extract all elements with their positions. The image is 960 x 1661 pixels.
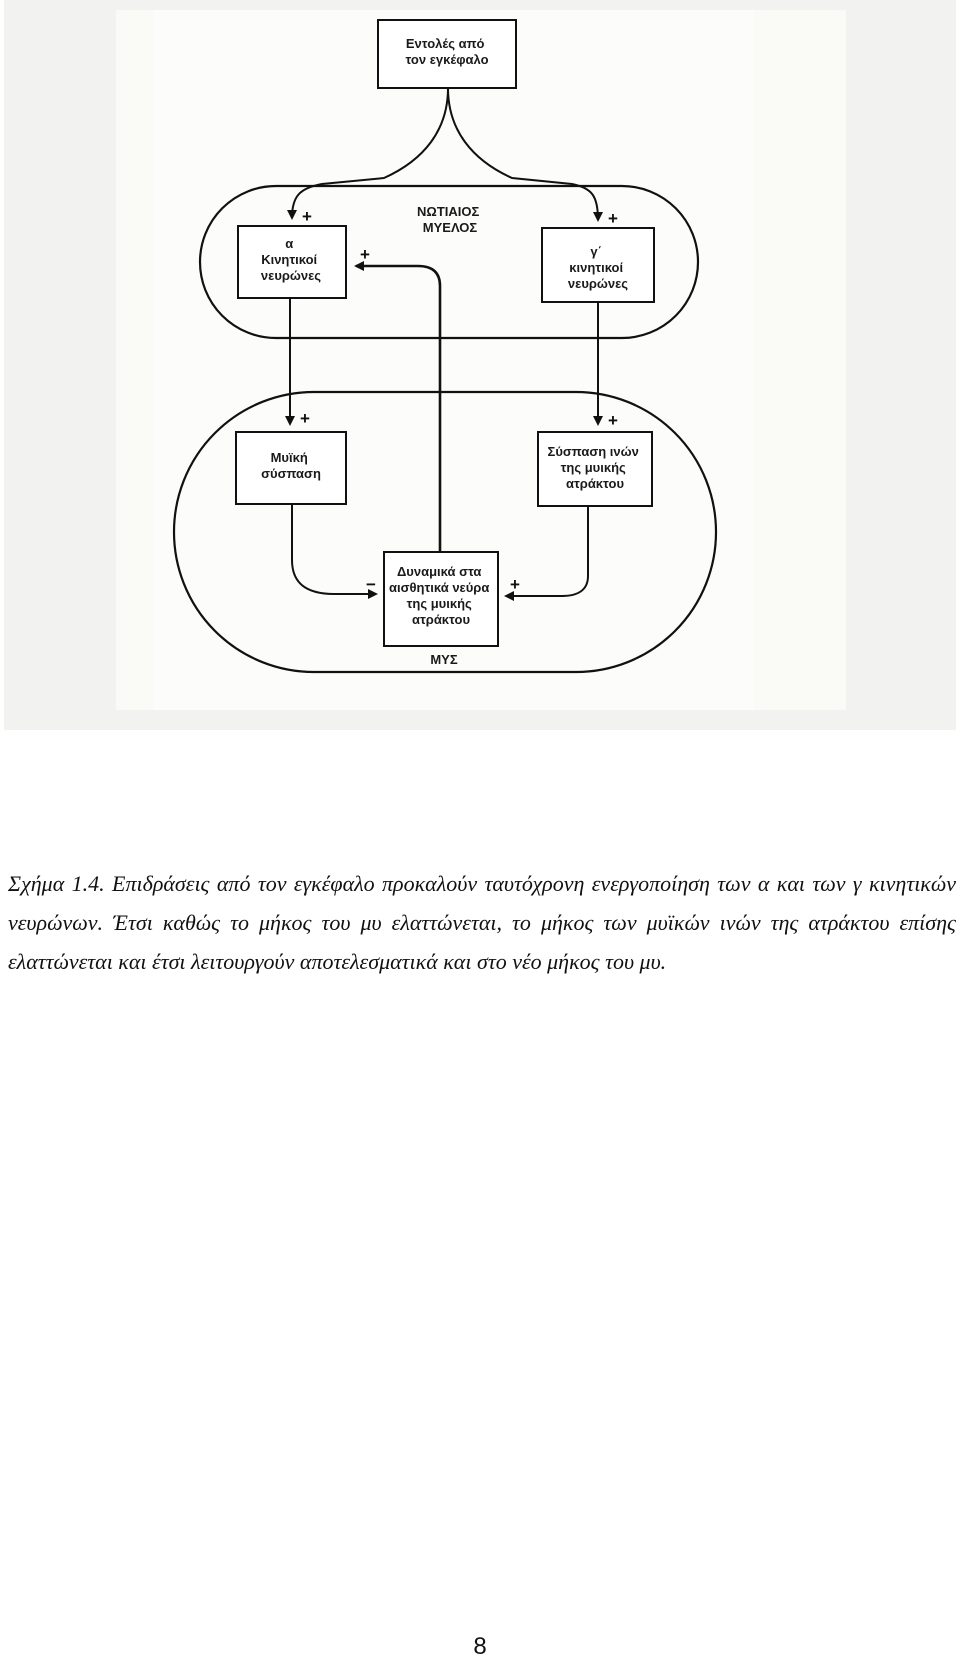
plus-sign: + xyxy=(302,207,312,226)
spinal-cord-label: ΝΩΤΙΑΙΟΣ ΜΥΕΛΟΣ xyxy=(417,204,480,235)
muscle-label: ΜΥΣ xyxy=(430,652,458,667)
contraction-label: Μυϊκή σύσπαση xyxy=(261,450,321,481)
gamma-label: γ΄ κινητικοί νευρώνες xyxy=(567,244,629,291)
plus-sign: + xyxy=(608,209,618,228)
feedback-diagram xyxy=(4,0,956,730)
caption-text: Επιδράσεις από τον εγκέφαλο προκαλούν ταυτόχρονη ενεργοποίηση των α και των γ κινητικών νευρώνων. Έτσι καθώς το μήκος του μυ ελαττώνεται, το μήκος των μυϊκών ινών της ατράκτου επίσης ελαττώνεται και έτσι λειτουργούν αποτελεσματικά και στο νέο μήκος του μυ. xyxy=(8,871,956,974)
sensory-label: Δυναμικά στα αισθητικά νεύρα της μυικής ατράκτου xyxy=(389,564,490,627)
plus-sign: + xyxy=(300,409,310,428)
plus-sign: + xyxy=(510,575,520,594)
page-number: 8 xyxy=(473,1633,487,1660)
alpha-label: α Κινητικοί νευρώνες xyxy=(260,236,322,283)
figure-label: Σχήμα 1.4. xyxy=(8,871,105,896)
plus-sign: + xyxy=(360,245,370,264)
figure-caption xyxy=(8,864,956,981)
minus-sign: − xyxy=(366,575,376,594)
plus-sign: + xyxy=(608,411,618,430)
brain-label: Εντολές από τον εγκέφαλο xyxy=(405,36,489,67)
spindle-label: Σύσπαση ινών της μυικής ατράκτου xyxy=(547,444,639,491)
scanned-figure xyxy=(4,0,956,730)
